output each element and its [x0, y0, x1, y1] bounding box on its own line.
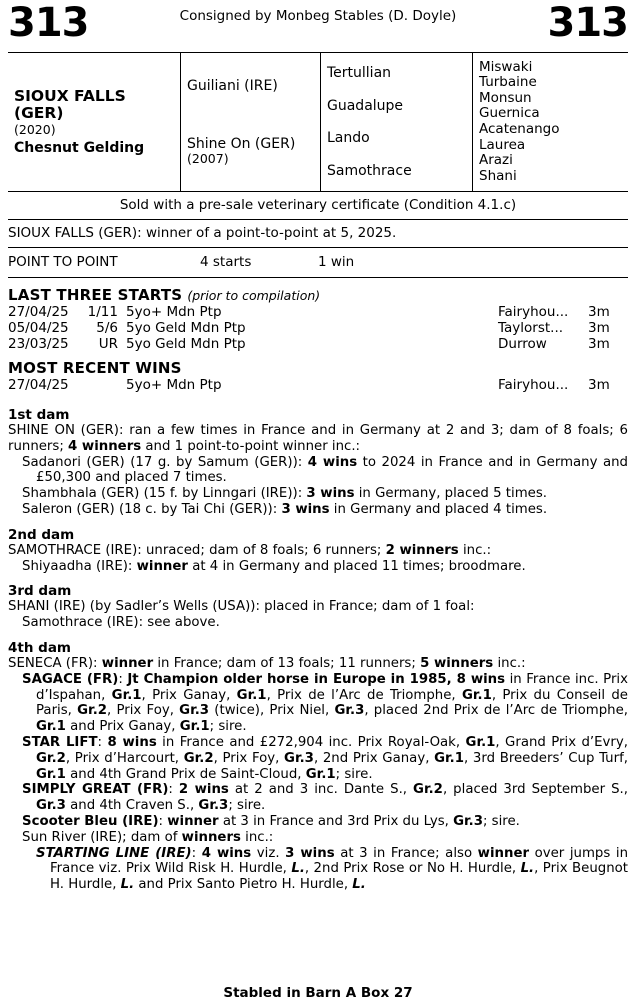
grandparent-1: Tertullian [327, 65, 392, 82]
pedigree-parents [180, 53, 320, 191]
start-position [82, 377, 126, 393]
start-distance: 3m [588, 336, 610, 352]
dam-heading: 3rd dam [8, 583, 72, 600]
great-grandparent-7: Arazi [479, 152, 513, 169]
sire-name: Guiliani (IRE) [187, 78, 278, 94]
subject-name: SIOUX FALLS [14, 86, 126, 105]
great-grandparent-3: Monsun [479, 89, 532, 106]
dam-sections [8, 407, 628, 893]
progeny-entry: Samothrace (IRE): see above. [22, 615, 220, 631]
most-recent-wins-section [8, 357, 628, 398]
lot-number-right: 313 [547, 0, 628, 46]
great-grandparent-8: Shani [479, 167, 517, 184]
pedigree-table [8, 52, 628, 192]
vet-certificate-line: Sold with a pre-sale veterinary certificate (Condition 4.1.c) [8, 192, 628, 220]
start-date: 27/04/25 [8, 304, 69, 320]
last-three-starts-section [8, 278, 628, 357]
start-position: 5/6 [96, 320, 118, 336]
progeny-entry: Sadanori (GER) (17 g. by Samum (GER)): 4 wins to 2024 in France and in Germany and £50,300 and placed 7 times. [22, 454, 628, 486]
page-header [8, 0, 628, 44]
progeny-entry: Scooter Bleu (IRE): winner at 3 in France and 3rd Prix du Lys, Gr.3; sire. [22, 813, 520, 829]
stabling-footer: Stabled in Barn A Box 27 [223, 985, 413, 1001]
subject-country: (GER) [14, 103, 64, 122]
start-date: 23/03/25 [8, 336, 69, 352]
start-row [8, 336, 628, 352]
grandparent-2: Guadalupe [327, 97, 404, 114]
start-row [8, 377, 628, 393]
point-to-point-summary [8, 248, 628, 278]
subject-year: (2020) [14, 121, 56, 137]
lot-number-left: 313 [8, 0, 89, 46]
start-position: 1/11 [87, 304, 118, 320]
start-race: 5yo+ Mdn Ptp [126, 304, 222, 320]
start-distance: 3m [588, 304, 610, 320]
great-grandparent-4: Guernica [479, 105, 540, 122]
start-date: 27/04/25 [8, 377, 69, 393]
great-grandparent-1: Miswaki [479, 58, 533, 75]
start-course: Fairyhou... [498, 377, 569, 393]
dam-year: (2007) [187, 151, 229, 166]
dam-description: SHANI (IRE) (by Sadler’s Wells (USA)): placed in France; dam of 1 foal: [8, 599, 475, 615]
grandparent-4: Samothrace [327, 162, 412, 179]
progeny-entry: SIMPLY GREAT (FR): 2 wins at 2 and 3 inc. Dante S., Gr.2, placed 3rd September S., Gr.3 and 4th Craven S., Gr.3; sire. [22, 782, 628, 814]
start-distance: 3m [588, 320, 610, 336]
last-three-starts-title: LAST THREE STARTS [8, 286, 183, 304]
start-course: Fairyhou... [498, 304, 569, 320]
dam-description: SAMOTHRACE (IRE): unraced; dam of 8 foals; 6 runners; 2 winners inc.: [8, 542, 492, 558]
start-race: 5yo+ Mdn Ptp [126, 377, 222, 393]
dam-heading: 4th dam [8, 639, 71, 656]
start-date: 05/04/25 [8, 320, 69, 336]
start-row [8, 304, 628, 320]
sub-progeny-entry: STARTING LINE (IRE): 4 wins viz. 3 wins at 3 in France; also winner over jumps in France viz. Prix Wild Risk H. Hurdle, L., 2nd Prix Rose or No H. Hurdle, L., Prix Beugnot H. Hurdle, L. and Prix Santo Pietro H. Hurdle, L. [36, 845, 629, 893]
pedigree-subject [8, 53, 180, 191]
progeny-entry: Shambhala (GER) (15 f. by Linngari (IRE)): 3 wins in Germany, placed 5 times. [22, 486, 547, 502]
race-summary: SIOUX FALLS (GER): winner of a point-to-point at 5, 2025. [8, 220, 628, 248]
dam-description: SHINE ON (GER): ran a few times in France and in Germany at 2 and 3; dam of 8 foals; 6 runners; 4 winners and 1 point-to-point winner inc.: [8, 423, 628, 454]
consignor-line: Consigned by Monbeg Stables (D. Doyle) [179, 8, 457, 24]
point-to-point-wins: 1 win [318, 254, 355, 270]
start-race: 5yo Geld Mdn Ptp [126, 336, 246, 352]
last-three-starts-note: (prior to compilation) [187, 288, 321, 303]
pedigree-grandparents [320, 53, 472, 191]
dam-heading: 1st dam [8, 407, 70, 423]
start-race: 5yo Geld Mdn Ptp [126, 320, 246, 336]
dam-heading: 2nd dam [8, 526, 75, 543]
subject-colour-sex: Chesnut Gelding [14, 139, 145, 156]
progeny-entry: Sun River (IRE); dam of winners inc.: [22, 829, 274, 845]
great-grandparent-6: Laurea [479, 136, 526, 153]
start-course: Durrow [498, 336, 547, 352]
start-position: UR [98, 336, 118, 352]
progeny-entry: Saleron (GER) (18 c. by Tai Chi (GER)): 3 wins in Germany and placed 4 times. [22, 501, 548, 517]
dam-name: Shine On (GER) [187, 136, 296, 152]
progeny-entry: SAGACE (FR): Jt Champion older horse in Europe in 1985, 8 wins in France inc. Prix d’Ispahan, Gr.1, Prix Ganay, Gr.1, Prix de l’Arc de Triomphe, Gr.1, Prix du Conseil de Paris, Gr.2, Prix Foy, Gr.3 (twice), Prix Niel, Gr.3, placed 2nd Prix de l’Arc de Triomphe, Gr.1 and Prix Ganay, Gr.1; sire. [22, 671, 628, 735]
start-course: Taylorst... [498, 320, 564, 336]
pedigree-great-grandparents [472, 53, 622, 191]
most-recent-wins-title: MOST RECENT WINS [8, 359, 182, 377]
grandparent-3: Lando [327, 130, 370, 147]
progeny-entry: Shiyaadha (IRE): winner at 4 in Germany and placed 11 times; broodmare. [22, 558, 526, 574]
point-to-point-label: POINT TO POINT [8, 254, 118, 270]
start-distance: 3m [588, 377, 610, 393]
great-grandparent-2: Turbaine [479, 74, 537, 91]
start-row [8, 320, 628, 336]
dam-description: SENECA (FR): winner in France; dam of 13 foals; 11 runners; 5 winners inc.: [8, 655, 526, 671]
great-grandparent-5: Acatenango [479, 121, 560, 137]
point-to-point-starts: 4 starts [200, 254, 252, 270]
progeny-entry: STAR LIFT: 8 wins in France and £272,904 inc. Prix Royal-Oak, Gr.1, Grand Prix d’Evry, Gr.2, Prix d’Harcourt, Gr.2, Prix Foy, Gr.3, 2nd Prix Ganay, Gr.1, 3rd Breeders’ Cup Turf, Gr.1 and 4th Grand Prix de Saint-Cloud, Gr.1; sire. [22, 734, 628, 782]
